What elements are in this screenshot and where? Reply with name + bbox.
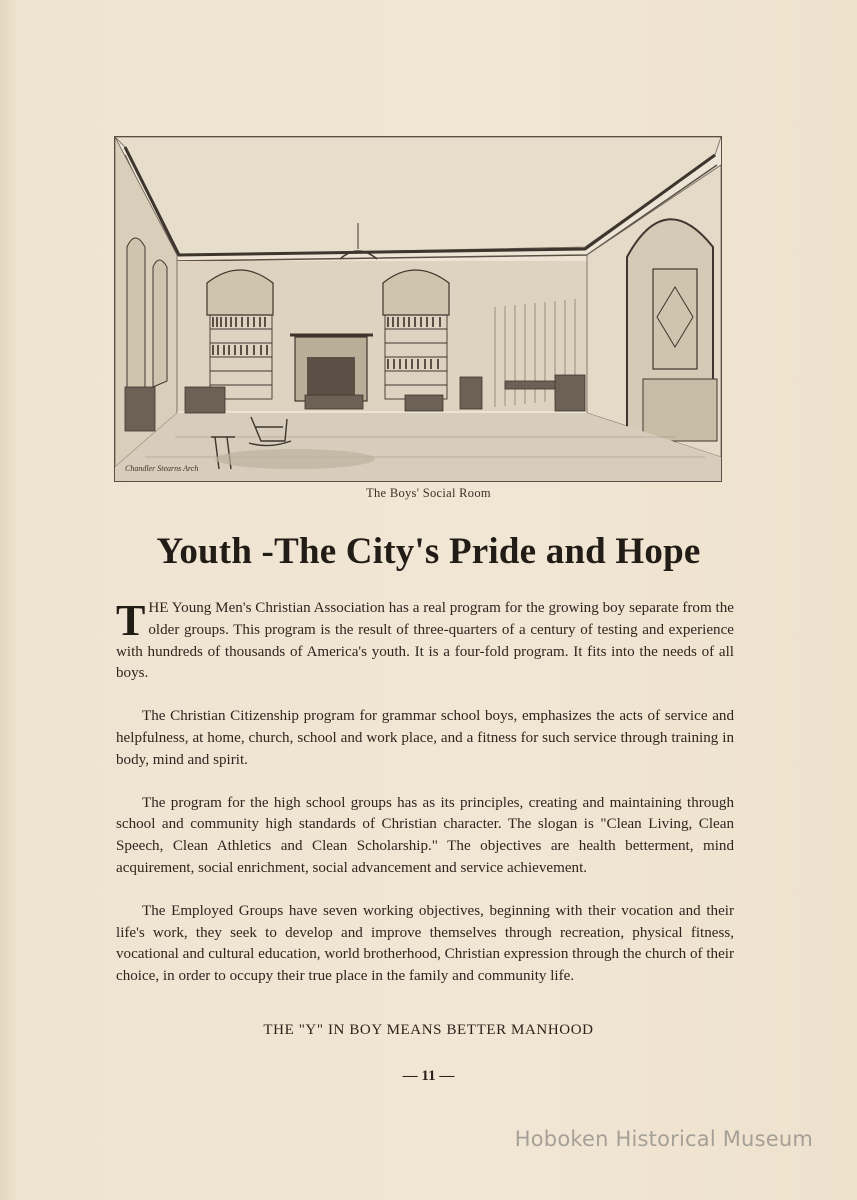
figure-caption: The Boys' Social Room <box>366 486 491 500</box>
article-body <box>116 598 734 1009</box>
paragraph-3: The program for the high school groups has as its principles, creating and maintaining through school and community high standards of Christian character. The slogan is "Clean Living, Clean Speech, Clean Athletics and Clean Scholarship." The objectives are health betterment, mind acquirement, social enrichment, social advancement and service achievement. <box>116 794 734 876</box>
page-number: — 11 — <box>402 1068 455 1084</box>
paragraph-2: The Christian Citizenship program for grammar school boys, emphasizes the acts of service and helpfulness, at home, church, school and work place, and a fitness for such service through training in body, mind and spirit. <box>116 708 734 768</box>
artist-signature: Chandler Stearns Arch <box>125 464 199 473</box>
page-title: Youth -The City's Pride and Hope <box>156 531 701 572</box>
paragraph-4: The Employed Groups have seven working objectives, beginning with their vocation and their life's work, they seek to develop and improve themselves through recreation, physical fitness, vocational and cultural education, world brotherhood, Christian expression through the church of their choice, in order to occupy their true place in the family and community life. <box>116 902 734 985</box>
museum-watermark: Hoboken Historical Museum <box>514 1127 813 1151</box>
drop-cap: T <box>116 596 146 645</box>
motto-line: THE "Y" IN BOY MEANS BETTER MANHOOD <box>263 1022 594 1038</box>
paragraph-1-text: HE Young Men's Christian Association has a real program for the growing boy separate from the older groups. This program is the result of three-quarters of a century of testing and experience with hundreds of thousands of America's youth. It is a four-fold program. It fits into the needs of all boys. <box>116 600 734 682</box>
paragraph-1 <box>116 598 734 685</box>
social-room-illustration <box>114 136 722 482</box>
